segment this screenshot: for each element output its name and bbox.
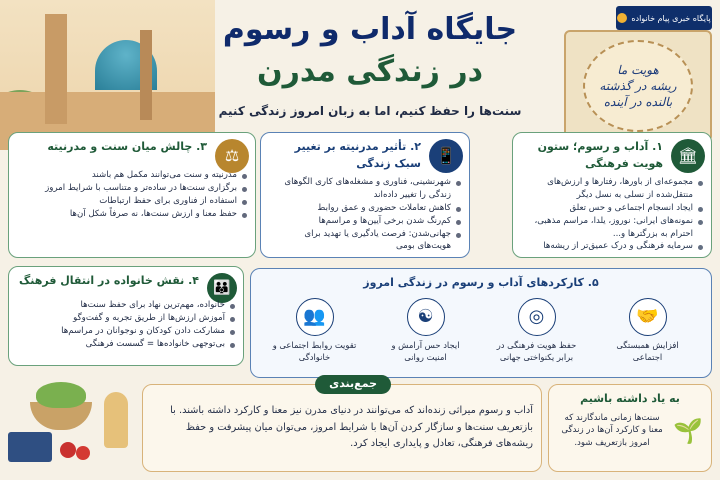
handshake-icon: 🤝 [629,298,667,336]
section-functions [250,268,712,378]
list-item: آموزش ارزش‌ها از طریق تجربه و گفت‌وگو [17,312,235,325]
brand-name: پایگاه خبری پیام خانواده [631,13,711,23]
brand-icon [617,13,627,23]
function-item [606,298,690,364]
fingerprint-icon: ◎ [518,298,556,336]
page-title-line2: در زندگی مدرن [257,54,483,89]
section-tradition-vs-modernity [8,132,256,258]
function-label: تقویت روابط اجتماعی و خانوادگی [272,339,357,363]
list-item: مجموعه‌ای از باورها، رفتارها و ارزش‌های منتقل‌شده از نسلی به نسل دیگر [521,176,703,202]
brand-logo [616,6,712,30]
remember-text: سنت‌ها زمانی ماندگارند که معنا و کارکرد آن‌ها در زندگی امروز بازتعریف شود. [561,412,663,449]
list-item: ایجاد انسجام اجتماعی و حس تعلق [521,202,703,215]
section-title: ۳. چالش میان سنت و مدرنیته [47,140,207,153]
list-item: جهانی‌شدن: فرصت یادگیری یا تهدید برای هویت‌های بومی [269,228,461,254]
list-item: برگزاری سنت‌ها در ساده‌تر و متناسب با شرایط امروز [17,182,247,195]
group-icon: 👥 [296,298,334,336]
list-item: حفظ معنا و ارزش سنت‌ها، نه صرفاً شکل آن‌ها [17,208,247,221]
list-item: نمونه‌های ایرانی: نوروز، یلدا، مراسم مذهبی، احترام به بزرگترها و... [521,215,703,241]
section-title: ۲. تأثیر مدرنیته بر تغییر سبک زندگی [294,140,421,170]
motto-line: هویت ما [617,63,659,77]
apple-illustration [76,446,90,460]
section-modernity-impact [260,132,470,258]
remember-box [548,384,712,472]
sabzeh-grass [36,382,86,408]
windcatcher-tower [45,14,67,124]
function-item [495,298,579,364]
historic-building-illustration [0,0,215,150]
apple-illustration [60,442,76,458]
function-label: حفظ هویت فرهنگی در برابر یکنواختی جهانی [496,339,577,363]
section-title: ۴. نقش خانواده در انتقال فرهنگ [18,274,199,287]
remember-title: به یاد داشته باشیم [580,392,680,405]
motto-plaque [564,30,712,142]
motto-line: بالنده در آینده [603,95,673,109]
function-item [384,298,468,364]
function-label: افزایش همبستگی اجتماعی [616,339,679,363]
list-item: کم‌رنگ شدن برخی آیین‌ها و مراسم‌ها [269,215,461,228]
family-icon: 👪 [207,273,237,303]
pillar-icon: 🏛 [671,139,705,173]
functions-row [259,298,703,364]
summary-title: جمع‌بندی [315,375,391,394]
section-title: ۵. کارکردهای آداب و رسوم در زندگی امروز [363,276,599,289]
list-item: سرمایه فرهنگی و درک عمیق‌تر از ریشه‌ها [521,240,703,253]
page-subtitle: سنت‌ها را حفظ کنیم، اما به زبان امروز زندگی کنیم [218,104,522,118]
motto-line: ریشه در گذشته [599,79,677,93]
scale-icon: ⚖ [215,139,249,173]
section-family-role [8,266,244,366]
book-illustration [8,432,52,462]
list-item: شهرنشینی، فناوری و مشغله‌های کاری الگوهای زندگی را تغییر داده‌اند [269,176,461,202]
list-item: بی‌توجهی خانواده‌ها = گسست فرهنگی [17,338,235,351]
list-item: مدرنیته و سنت می‌توانند مکمل هم باشند [17,169,247,182]
minaret [140,30,152,120]
list-item: کاهش تعاملات حضوری و عمق روابط [269,202,461,215]
list-item: استفاده از فناوری برای حفظ ارتباطات [17,195,247,208]
lantern-illustration [104,392,128,448]
section-cultural-identity [512,132,712,258]
function-label: ایجاد حس آرامش و امنیت روانی [391,339,460,363]
function-item [273,298,357,364]
summary-box [142,377,542,472]
smartphone-icon: 📱 [429,139,463,173]
list-item: خانواده، مهم‌ترین نهاد برای حفظ سنت‌ها [17,299,235,312]
meditation-icon: ☯ [407,298,445,336]
section-title: ۱. آداب و رسوم؛ ستون هویت فرهنگی [537,140,663,170]
seedling-hand-icon: 🌱 [673,416,703,445]
nowruz-table-illustration [8,372,138,476]
page-title-line1: جایگاه آداب و رسوم [222,12,518,47]
summary-text: آداب و رسوم میراثی زنده‌اند که می‌توانند در دنیای مدرن نیز معنا و کارکرد داشته باشند. با بازتعریف سنت‌ها و سازگار کردن آن‌ها با شرایط امروز، می‌توان میان پیشرفت و حفظ ریشه‌های فرهنگی، تعادل و پایداری ایجاد کرد. [170,405,533,450]
list-item: مشارکت دادن کودکان و نوجوانان در مراسم‌ها [17,325,235,338]
